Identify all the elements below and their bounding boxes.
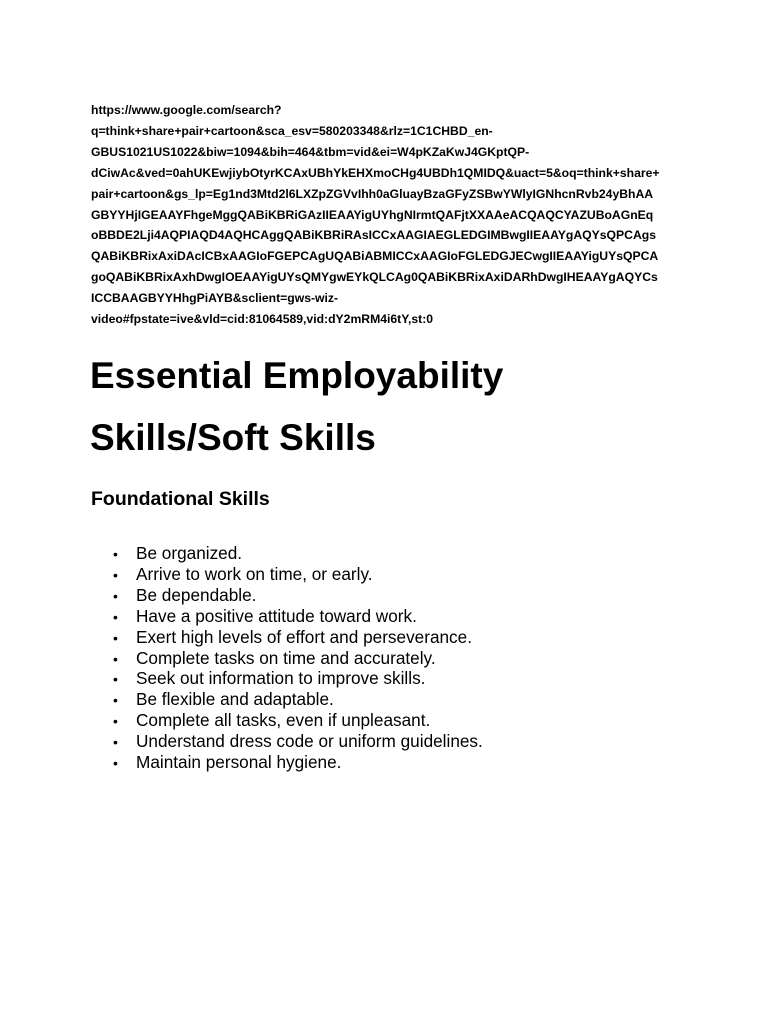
url-line[interactable]: pair+cartoon&gs_lp=Eg1nd3Mtd2l6LXZpZGVvIhh0aGluayBzaGFyZSBwYWlyIGNhcnRvb24yBhAA [91,186,654,201]
list-item [91,585,483,606]
list-item [91,564,483,585]
page-title-line-1: Essential Employability [90,355,504,396]
url-line[interactable]: GBUS1021US1022&biw=1094&bih=464&tbm=vid&ei=W4pKZaKwJ4GKptQP- [91,144,530,159]
bullet-icon: • [113,755,118,772]
url-line[interactable]: goQABiKBRixAxhDwgIOEAAYigUYsQMYgwEYkQLCAg0QABiKBRixAxiDARhDwgIHEAAYgAQYCs [91,270,658,285]
list-item [91,752,483,773]
url-line[interactable]: GBYYHjIGEAAYFhgeMggQABiKBRiGAzIIEAAYigUYhgNIrmtQAFjtXXAAeACQAQCYAZUBoAGnEq [91,207,654,222]
bullet-icon: • [113,650,118,667]
url-line[interactable]: video#fpstate=ive&vld=cid:81064589,vid:dY2mRM4i6tY,st:0 [91,312,434,327]
list-item-text: Exert high levels of effort and perseverance. [136,626,472,647]
bullet-icon: • [113,713,118,730]
bullet-icon: • [113,629,118,646]
section-heading: Foundational Skills [91,488,270,510]
bullet-icon: • [113,671,118,688]
list-item-text: Be flexible and adaptable. [136,689,334,710]
list-item-text: Have a positive attitude toward work. [136,605,417,626]
url-line[interactable]: oBBDE2Lji4AQPIAQD4AQHCAggQABiKBRiRAsICCxAAGIAEGLEDGIMBwgIIEAAYgAQYsQPCAgs [91,228,656,243]
list-item-text: Complete tasks on time and accurately. [136,647,436,668]
bullet-icon: • [113,734,118,751]
list-item [91,648,483,669]
bullet-icon: • [113,546,118,562]
list-item-text: Seek out information to improve skills. [136,668,426,689]
bullet-icon: • [113,587,118,604]
source-url[interactable] [91,100,691,330]
list-item-text: Be organized. [136,543,243,563]
bullet-icon: • [113,692,118,709]
list-item [91,627,483,648]
list-item-text: Arrive to work on time, or early. [136,563,373,584]
list-item [91,710,483,731]
url-line[interactable]: https://www.google.com/search? [91,103,282,117]
list-item-text: Understand dress code or uniform guidelines. [136,731,483,752]
list-item [91,689,483,710]
list-item [91,543,483,564]
bullet-icon: • [113,608,118,625]
page-title [90,345,503,469]
list-item [91,668,483,689]
list-item-text: Complete all tasks, even if unpleasant. [136,710,431,731]
page-title-line-2: Skills/Soft Skills [90,417,376,458]
url-line[interactable]: dCiwAc&ved=0ahUKEwjiybOtyrKCAxUBhYkEHXmoCHg4UBDh1QMIDQ&uact=5&oq=think+share+ [91,165,660,180]
bullet-icon: • [113,566,118,583]
list-item-text: Be dependable. [136,584,257,605]
list-item [91,606,483,627]
url-line[interactable]: q=think+share+pair+cartoon&sca_esv=580203348&rlz=1C1CHBD_en- [91,123,493,138]
list-item [91,731,483,752]
url-line[interactable]: QABiKBRixAxiDAcICBxAAGIoFGEPCAgUQABiABMICCxAAGIoFGLEDGJECwgIIEAAYigUYsQPCA [91,249,659,264]
url-line[interactable]: ICCBAAGBYYHhgPiAYB&sclient=gws-wiz- [91,291,339,306]
skills-list [91,543,483,773]
list-item-text: Maintain personal hygiene. [136,752,342,773]
